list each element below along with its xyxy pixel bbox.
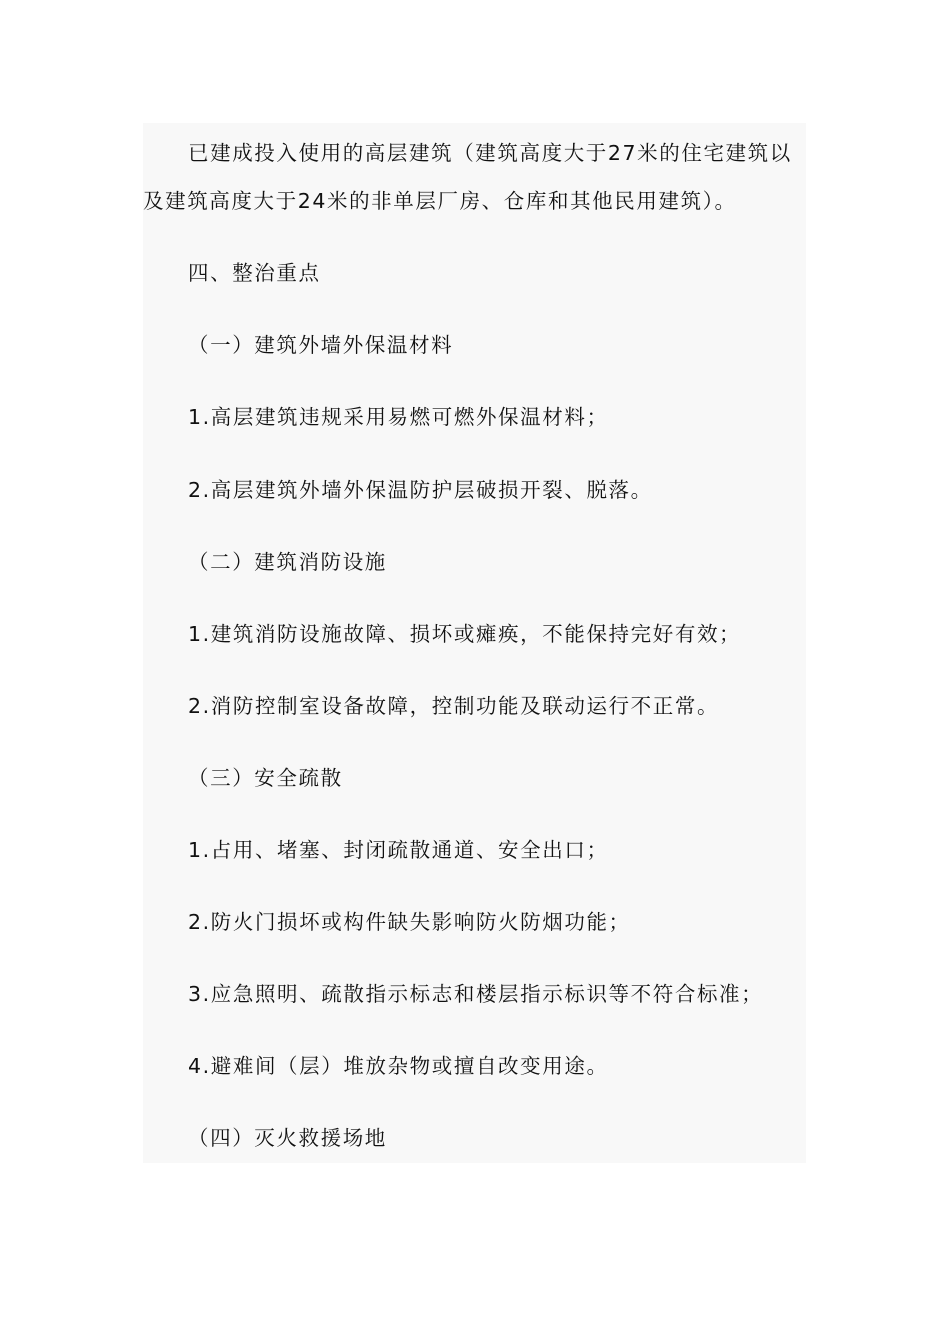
subsection-heading-4: （四）灭火救援场地 — [188, 1126, 387, 1150]
list-item: 1.占用、堵塞、封闭疏散通道、安全出口； — [188, 838, 609, 862]
list-item: 3.应急照明、疏散指示标志和楼层指示标识等不符合标准； — [188, 982, 764, 1006]
list-item: 1.建筑消防设施故障、损坏或瘫痪，不能保持完好有效； — [188, 622, 742, 646]
list-item: 2.消防控制室设备故障，控制功能及联动运行不正常。 — [188, 694, 720, 718]
list-item: 4.避难间（层）堆放杂物或擅自改变用途。 — [188, 1054, 609, 1078]
subsection-heading-1: （一）建筑外墙外保温材料 — [188, 333, 454, 357]
section-heading-4: 四、整治重点 — [188, 261, 321, 285]
subsection-heading-2: （二）建筑消防设施 — [188, 550, 387, 574]
paragraph-intro-line1: 已建成投入使用的高层建筑（建筑高度大于27米的住宅建筑以 — [188, 141, 792, 165]
list-item: 2.高层建筑外墙外保温防护层破损开裂、脱落。 — [188, 478, 653, 502]
list-item: 2.防火门损坏或构件缺失影响防火防烟功能； — [188, 910, 631, 934]
document-page — [143, 123, 806, 1163]
paragraph-intro-line2: 及建筑高度大于24米的非单层厂房、仓库和其他民用建筑）。 — [143, 189, 737, 213]
list-item: 1.高层建筑违规采用易燃可燃外保温材料； — [188, 405, 609, 429]
subsection-heading-3: （三）安全疏散 — [188, 766, 343, 790]
